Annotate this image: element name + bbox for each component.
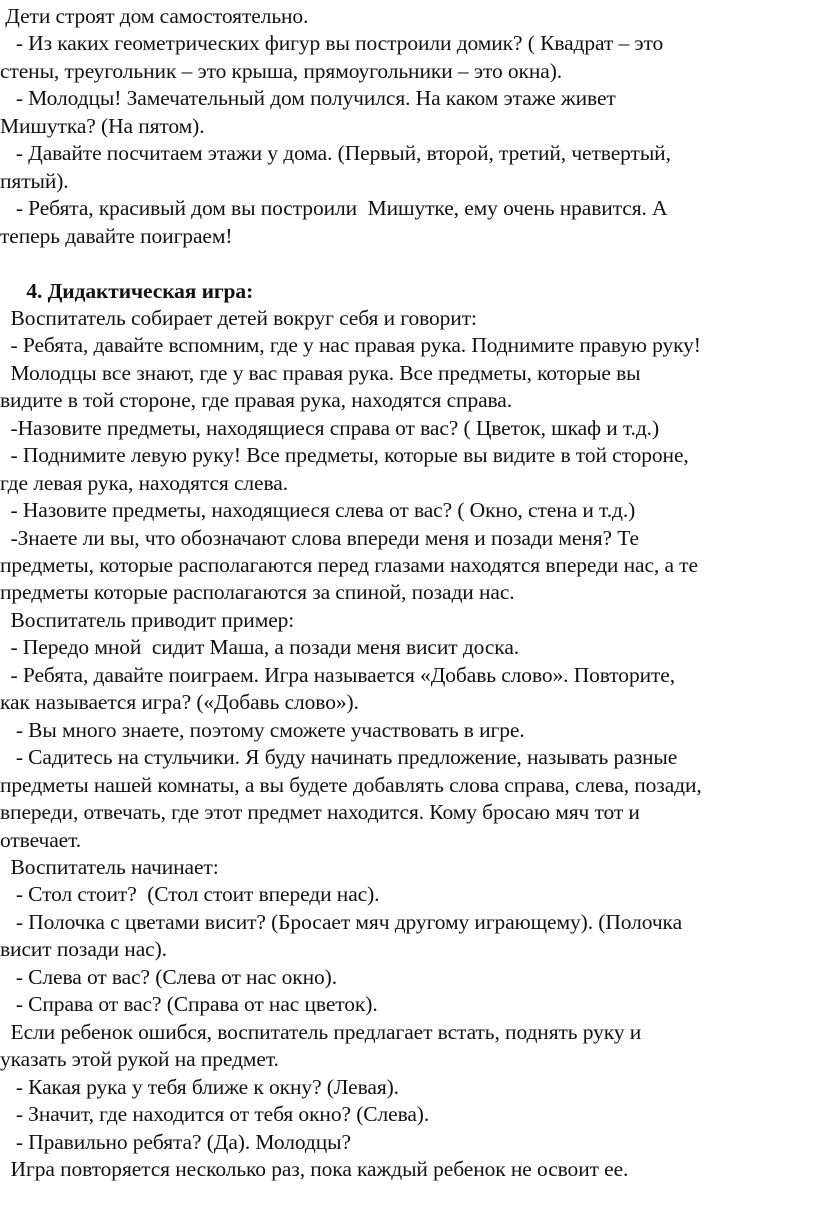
text-line: Воспитатель собирает детей вокруг себя и говорит: [0, 305, 477, 330]
text-line: указать этой рукой на предмет. [0, 1047, 279, 1072]
text-line: - Ребята, давайте вспомним, где у нас правая рука. Поднимите правую руку! [0, 333, 701, 358]
text-line: предметы нашей комнаты, а вы будете добавлять слова справа, слева, позади, [0, 772, 702, 797]
text-line: - Правильно ребята? (Да). Молодцы? [0, 1129, 351, 1154]
text-line: - Значит, где находится от тебя окно? (Слева). [0, 1102, 430, 1126]
text-line: Молодцы все знают, где у вас правая рука. Все предметы, которые вы [0, 360, 641, 385]
text-line: - Передо мной сидит Маша, а позади меня висит доска. [0, 635, 520, 660]
text-line: отвечает. [0, 827, 82, 852]
text-line: предметы, которые располагаются перед глазами находятся впереди нас, а те [0, 553, 698, 577]
text-line: Если ребенок ошибся, воспитатель предлагает встать, поднять руку и [0, 1019, 642, 1044]
text-line: Воспитатель приводит пример: [0, 607, 295, 632]
text-line: - Садитесь на стульчики. Я буду начинать предложение, называть разные [0, 745, 678, 770]
text-line: - Ребята, давайте поиграем. Игра называется «Добавь слово». Повторите, [0, 662, 676, 687]
text-line: где левая рука, находятся слева. [0, 470, 288, 495]
text-line: видите в той стороне, где правая рука, находятся справа. [0, 388, 513, 413]
text-line: - Какая рука у тебя ближе к окну? (Левая). [0, 1074, 399, 1099]
text-line: Игра повторяется несколько раз, пока каждый ребенок не освоит ее. [0, 1156, 629, 1181]
text-line: - Молодцы! Замечательный дом получился. На каком этаже живет [0, 86, 616, 111]
text-line: теперь давайте поиграем! [0, 223, 233, 248]
text-line: -Знаете ли вы, что обозначают слова впереди меня и позади меня? Те [0, 525, 639, 550]
text-line: стены, треугольник – это крыша, прямоугольники – это окна). [0, 58, 563, 83]
text-line: - Давайте посчитаем этажи у дома. (Первый, второй, третий, четвертый, [0, 141, 671, 166]
text-line: как называется игра? («Добавь слово»). [0, 690, 359, 715]
text-line: пятый). [0, 168, 69, 193]
text-line: - Из каких геометрических фигур вы построили домик? ( Квадрат – это [0, 31, 664, 56]
text-line: предметы которые располагаются за спиной, позади нас. [0, 580, 515, 605]
text-line: Мишутка? (На пятом). [0, 113, 205, 138]
text-line: - Стол стоит? (Стол стоит впереди нас). [0, 882, 380, 907]
text-line: - Полочка с цветами висит? (Бросает мяч другому играющему). (Полочка [0, 909, 683, 934]
text-line: - Ребята, красивый дом вы построили Мишутке, ему очень нравится. А [0, 196, 668, 221]
text-line: - Слева от вас? (Слева от нас окно). [0, 964, 338, 989]
text-line: Воспитатель начинает: [0, 854, 219, 879]
text-line: -Назовите предметы, находящиеся справа от вас? ( Цветок, шкаф и т.д.) [0, 415, 660, 440]
text-line: Дети строят дом самостоятельно. [0, 4, 309, 28]
text-line: - Назовите предметы, находящиеся слева от вас? ( Окно, стена и т.д.) [0, 498, 636, 523]
text-line: висит позади нас). [0, 937, 167, 962]
text-line: - Поднимите левую руку! Все предметы, которые вы видите в той стороне, [0, 443, 689, 468]
text-line: впереди, отвечать, где этот предмет находится. Кому бросаю мяч тот и [0, 800, 640, 824]
section-heading: 4. Дидактическая игра: [0, 278, 254, 303]
text-line: - Справа от вас? (Справа от нас цветок). [0, 992, 378, 1017]
text-line: - Вы много знаете, поэтому сможете участвовать в игре. [0, 717, 525, 742]
